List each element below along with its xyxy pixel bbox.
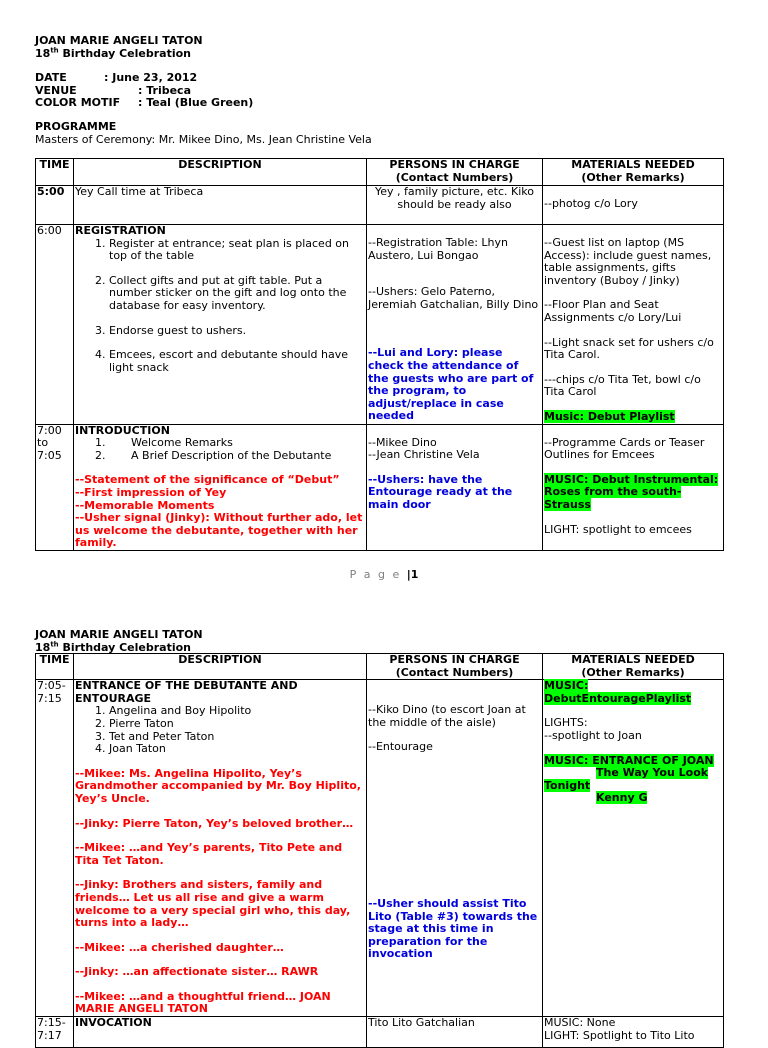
row-title: INVOCATION [74,1017,367,1048]
row-title: REGISTRATION [75,224,166,237]
header-description: DESCRIPTION [74,159,367,186]
table-header-row [36,654,724,680]
event-meta [35,72,253,110]
occasion-title: 18th Birthday Celebration [35,639,192,654]
list-item: 2. A Brief Description of the Debutante [109,450,365,463]
list-item: 3. Endorse guest to ushers. [109,325,365,338]
venue-row: VENUE : Tribeca [35,83,191,97]
list-item: 4. Emcees, escort and debutante should have light snack [109,349,365,374]
programme-table-page1 [35,158,724,551]
list-item: 1. Welcome Remarks [109,437,365,450]
list-item: 2. Pierre Taton [109,718,365,731]
table-header-row [36,159,724,186]
persons-note: --Lui and Lory: please check the attendance of the guests who are part of the program, to adjust/replace in case needed [368,346,534,423]
row-time: 7:15-7:17 [36,1017,74,1048]
script-line: --Jinky: Brothers and sisters, family and friends… Let us all rise and give a warm welcome to a very special girl who, this day, turns into a lady… [75,878,351,930]
introduction-list [75,437,365,462]
row-description [74,680,367,1017]
light-note: LIGHT: spotlight to emcees [544,522,692,536]
row-materials: --Programme Cards or Teaser Outlines for Emcees MUSIC: Debut Instrumental: Roses from the south- Strauss LIGHT: spotlight to emcees [543,424,724,550]
row-materials: --Guest list on laptop (MS Access): include guest names, table assignments, gifts inventory (Buboy / Jinky) --Floor Plan and Seat Assignments c/o Lory/Lui --Light snack set for ushers c/o Tita Carol. ---chips c/o Tita Tet, bowl c/o Tita Carol Music: Debut Playlist [543,225,724,425]
row-materials: --photog c/o Lory [543,186,724,225]
row-materials: MUSIC: None LIGHT: Spotlight to Tito Lito [543,1017,724,1048]
programme-block [35,121,372,146]
header-description: DESCRIPTION [74,654,367,680]
music-note: MUSIC: [544,679,589,693]
music-note: MUSIC: Debut Instrumental: Roses from the south- Strauss [544,472,719,511]
programme-table-page2 [35,653,724,1048]
music-note: DebutEntouragePlaylist [544,691,692,705]
header-persons: PERSONS IN CHARGE (Contact Numbers) [367,654,543,680]
page2-header [35,629,203,654]
table-row [36,1017,724,1048]
row-materials [543,680,724,1017]
occasion-title: 18th Birthday Celebration [35,45,192,60]
script-line: --Mikee: Ms. Angelina Hipolito, Yey’s Grandmother accompanied by Mr. Boy Hiplito, Yey’s Uncle. [75,766,361,805]
list-item: 1. Register at entrance; seat plan is placed on top of the table [109,238,365,263]
script-line: --Mikee: …a cherished daughter… [75,940,284,954]
list-item: 2. Collect gifts and put at gift table. Put a number sticker on the gift and log onto the database for easy inventory. [109,275,365,313]
table-row [36,680,724,1017]
lights-label: LIGHTS: [544,716,588,730]
music-note: Music: Debut Playlist [544,409,675,423]
music-note: The Way You Look [596,766,709,780]
row-time: 7:00 to 7:05 [36,424,74,550]
page1-header [35,35,203,60]
script-line: --Statement of the significance of “Debut” [75,473,340,487]
row-title: ENTRANCE OF THE DEBUTANTE AND ENTOURAGE [75,679,298,705]
row-persons: --Kiko Dino (to escort Joan at the middle of the aisle) --Entourage --Usher should assist Tito Lito (Table #3) towards the stage at this time in preparation for the invocation [367,680,543,1017]
motif-row: COLOR MOTIF : Teal (Blue Green) [35,96,254,110]
script-line: --Memorable Moments [75,498,215,512]
table-row [36,424,724,550]
script-line: --Usher signal (Jinky): Without further ado, let us welcome the debutante, together with her family. [75,511,363,550]
music-note: Tonight [544,778,591,792]
list-item: 3. Tet and Peter Taton [109,731,365,744]
programme-title: PROGRAMME [35,120,117,133]
script-line: --First impression of Yey [75,485,227,499]
script-line: --Mikee: …and Yey’s parents, Tito Pete and Tita Tet Taton. [75,841,343,867]
light-note: --spotlight to Joan [544,728,642,742]
entourage-list [75,705,365,755]
header-materials: MATERIALS NEEDED (Other Remarks) [543,654,724,680]
row-time: 7:05-7:15 [36,680,74,1017]
header-time: TIME [36,159,74,186]
date-row: DATE : June 23, 2012 [35,71,198,84]
emcees-line: Masters of Ceremony: Mr. Mikee Dino, Ms. Jean Christine Vela [35,132,372,146]
script-line: --Jinky: …an affectionate sister… RAWR [75,965,319,979]
row-persons: Tito Lito Gatchalian [367,1017,543,1048]
list-item: 1. Angelina and Boy Hipolito [109,705,365,718]
list-item: 4. Joan Taton [109,743,365,756]
header-persons: PERSONS IN CHARGE (Contact Numbers) [367,159,543,186]
row-description [74,225,367,425]
music-note: MUSIC: ENTRANCE OF JOAN [544,753,714,767]
music-note: Kenny G [596,791,648,805]
row-persons: Yey , family picture, etc. Kiko should be ready also [367,186,543,225]
row-description [74,424,367,550]
row-time: 5:00 [36,186,74,225]
row-description: Yey Call time at Tribeca [74,186,367,225]
row-time: 6:00 [36,225,74,425]
registration-list [75,238,365,375]
page-number: P a g e |1 [349,568,419,581]
persons-note: --Ushers: have the Entourage ready at the main door [368,472,513,511]
celebrant-name: JOAN MARIE ANGELI TATON [35,34,203,47]
table-row [36,186,724,225]
table-row [36,225,724,425]
row-title: INTRODUCTION [75,423,170,437]
row-persons: --Mikee Dino --Jean Christine Vela --Ushers: have the Entourage ready at the main door [367,424,543,550]
row-persons: --Registration Table: Lhyn Austero, Lui Bongao --Ushers: Gelo Paterno, Jeremiah Gatchalian, Billy Dino --Lui and Lory: please check the attendance of the guests who are part of the program, to adjust/replace in case needed [367,225,543,425]
celebrant-name: JOAN MARIE ANGELI TATON [35,628,203,641]
header-materials: MATERIALS NEEDED (Other Remarks) [543,159,724,186]
persons-note: --Usher should assist Tito Lito (Table #3) towards the stage at this time in preparation for the invocation [368,896,538,961]
script-line: --Mikee: …and a thoughtful friend… JOAN MARIE ANGELI TATON [75,989,331,1016]
header-time: TIME [36,654,74,680]
script-line: --Jinky: Pierre Taton, Yey’s beloved brother… [75,816,354,830]
